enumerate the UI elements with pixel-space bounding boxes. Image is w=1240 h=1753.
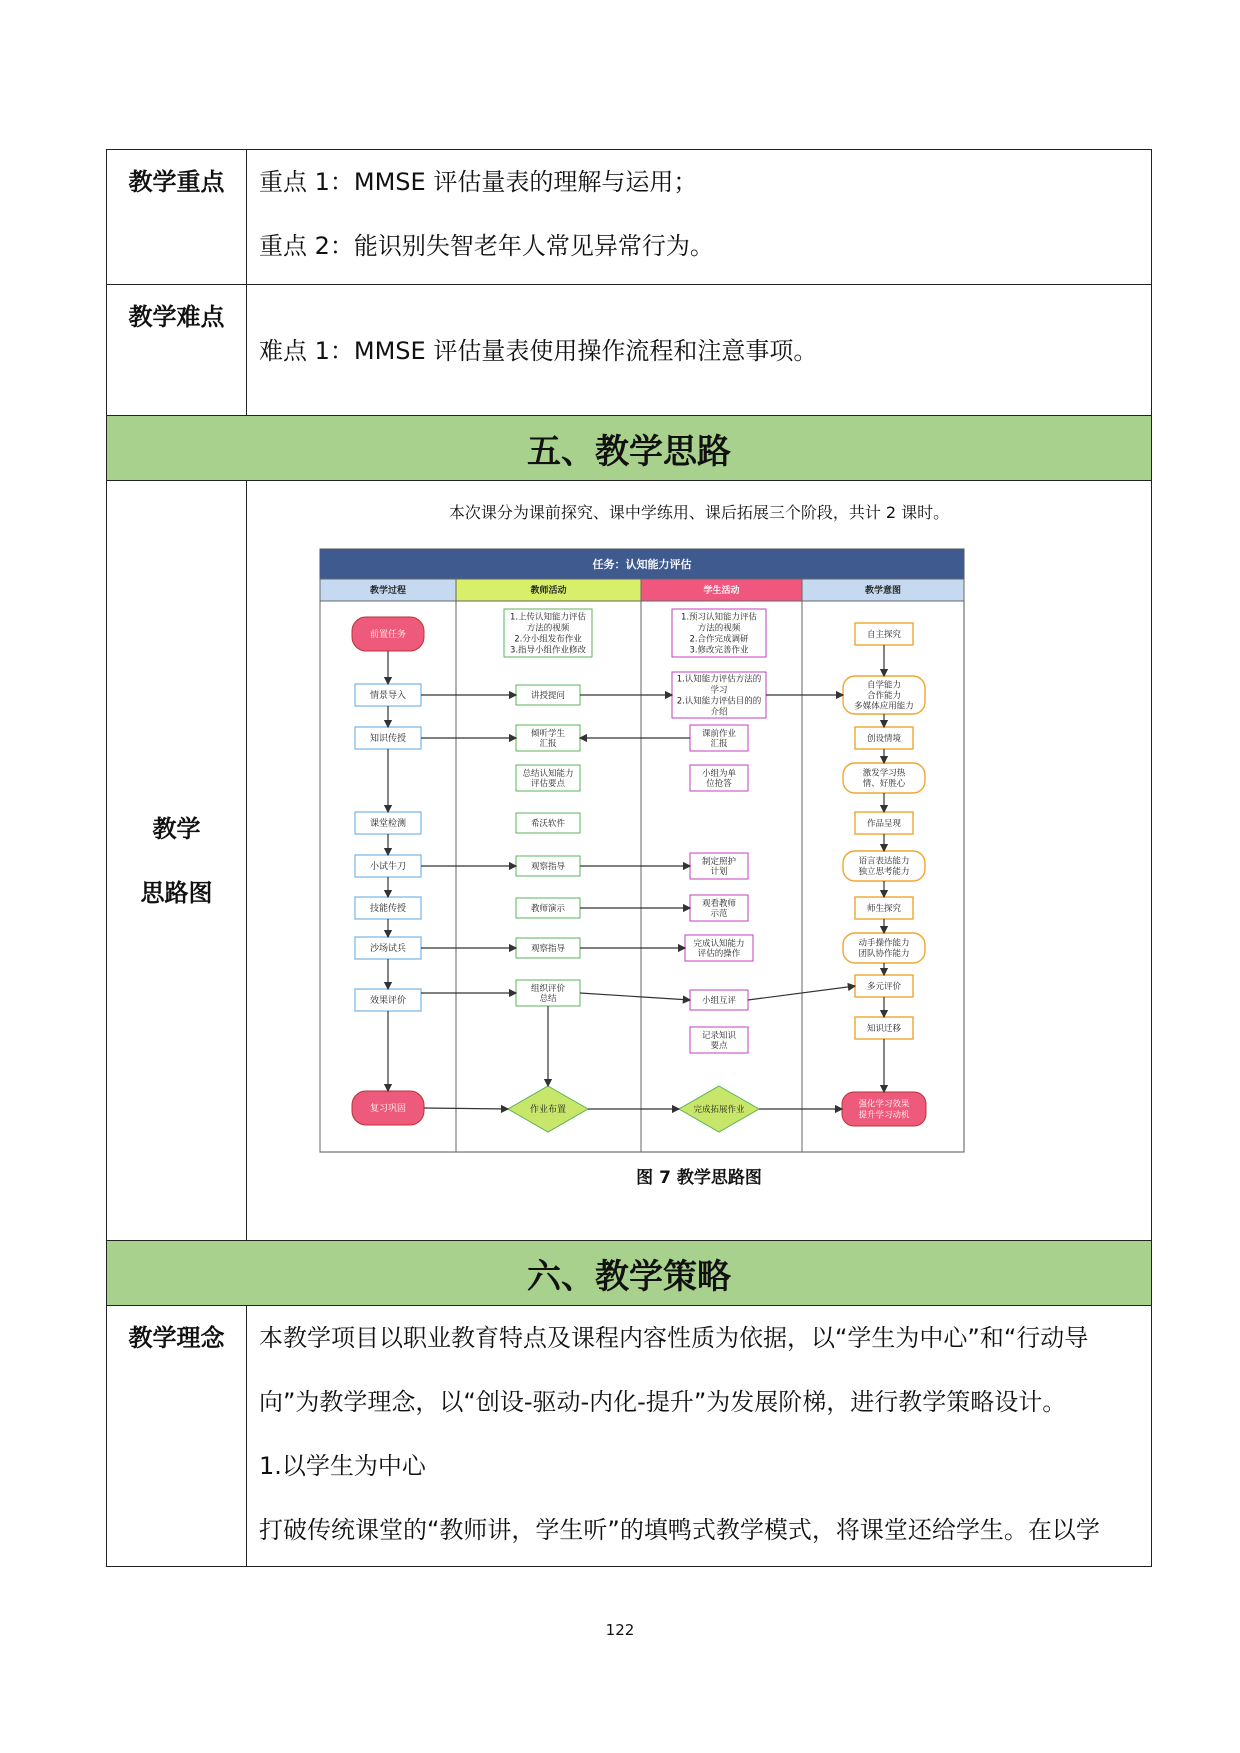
- intent-label-8: 动手操作能力团队协作能力: [858, 938, 910, 960]
- flowchart-title: 任务：认知能力评估: [592, 557, 692, 571]
- teaching-flowchart: [319, 548, 965, 1153]
- student-label-5: 完成认知能力评估的操作: [693, 938, 745, 959]
- intent-label-10: 知识迁移: [866, 1023, 902, 1034]
- teacher-label-1: 讲授提问: [530, 690, 566, 701]
- thinking-content: [247, 481, 1152, 1241]
- philosophy-line-3: 1.以学生为中心: [259, 1452, 426, 1480]
- lane-title-2: 教师活动: [530, 586, 567, 597]
- process-label-7: 沙场试兵: [369, 944, 407, 955]
- philosophy-label: [107, 1306, 247, 1567]
- intent-end-label: 强化学习效果提升学习动机: [858, 1099, 910, 1121]
- philosophy-label-text: 教学理念: [128, 1324, 225, 1352]
- process-label-3: 知识传授: [369, 734, 407, 745]
- key-points-label-text: 教学重点: [128, 168, 225, 196]
- flowchart-container: [319, 548, 965, 1153]
- section-5-title: 五、教学思路: [107, 416, 1152, 481]
- thinking-label-line-1: 教学: [152, 814, 201, 843]
- difficulties-label: [107, 285, 247, 416]
- key-point-2: 重点 2：能识别失智老年人常见异常行为。: [259, 232, 714, 260]
- difficulties-row: [107, 285, 1152, 416]
- philosophy-line-2: 向”为教学理念，以“创设-驱动-内化-提升”为发展阶梯，进行教学策略设计。: [259, 1388, 1067, 1416]
- difficulties-label-text: 教学难点: [128, 303, 225, 331]
- process-label-4: 课堂检测: [369, 819, 407, 830]
- teacher-label-4: 希沃软件: [530, 818, 566, 829]
- key-points-label: [107, 150, 247, 285]
- student-intro-text: 1.认知能力评估方法的学习 2.认知能力评估目的的介绍: [676, 674, 762, 718]
- teacher-label-5: 观察指导: [530, 861, 566, 872]
- thinking-intro: 本次课分为课前探究、课中学练用、课后拓展三个阶段，共计 2 课时。: [448, 503, 950, 522]
- teacher-label-8: 组织评价总结: [530, 983, 566, 1004]
- process-label-1: 前置任务: [369, 630, 407, 641]
- student-end-label: 完成拓展作业: [693, 1104, 745, 1115]
- key-points-content: [247, 150, 1152, 285]
- student-label-6: 小组互评: [701, 995, 737, 1006]
- teacher-pre-text: 1.上传认知能力评估方法的视频 2.分小组发布作业 3.指导小组作业修改: [509, 612, 587, 656]
- process-label-9: 复习巩固: [369, 1104, 407, 1115]
- page-number: 122: [605, 1621, 635, 1639]
- section-6-row: [107, 1241, 1152, 1306]
- difficulties-content: [247, 285, 1152, 416]
- thinking-label: [107, 481, 247, 1241]
- lane-title-1: 教学过程: [369, 586, 407, 597]
- intent-label-4: 激发学习热情、好胜心: [862, 768, 906, 790]
- student-pre-text: 1.预习认知能力评估方法的视频 2.合作完成调研 3.修改完善作业: [680, 612, 758, 656]
- thinking-row: [107, 481, 1152, 1241]
- intent-label-2: 自学能力合作能力多媒体应用能力: [854, 680, 914, 712]
- student-label-2: 小组为单位抢答: [701, 768, 737, 789]
- student-label-1: 课前作业汇报: [701, 728, 737, 749]
- process-label-8: 效果评价: [369, 996, 407, 1007]
- intent-label-3: 创设情境: [866, 733, 902, 744]
- section-5-row: [107, 416, 1152, 481]
- thinking-label-line-2: 思路图: [140, 878, 213, 907]
- process-label-2: 情景导入: [369, 691, 407, 702]
- intent-label-7: 师生探究: [866, 903, 902, 914]
- teacher-label-2: 倾听学生汇报: [530, 728, 566, 749]
- process-label-5: 小试牛刀: [369, 862, 407, 873]
- student-label-7: 记录知识要点: [701, 1030, 737, 1051]
- teacher-label-7: 观察指导: [530, 943, 566, 954]
- lane-title-4: 教学意图: [864, 586, 902, 597]
- figure-caption: 图 7 教学思路图: [636, 1168, 762, 1188]
- intent-label-1: 自主探究: [866, 629, 902, 640]
- teacher-label-3: 总结认知能力评估要点: [522, 768, 574, 789]
- process-label-6: 技能传授: [369, 904, 407, 915]
- philosophy-content: [247, 1306, 1152, 1567]
- student-label-3: 制定照护计划: [701, 856, 737, 877]
- philosophy-row: [107, 1306, 1152, 1567]
- key-points-row: [107, 150, 1152, 285]
- intent-label-6: 语言表达能力独立思考能力: [858, 856, 910, 878]
- intent-label-5: 作品呈现: [866, 818, 902, 829]
- philosophy-line-1: 本教学项目以职业教育特点及课程内容性质为依据，以“学生为中心”和“行动导: [259, 1324, 1089, 1352]
- difficulty-1: 难点 1：MMSE 评估量表使用操作流程和注意事项。: [259, 337, 818, 365]
- student-label-4: 观看教师示范: [701, 898, 737, 919]
- teacher-end-label: 作业布置: [529, 1105, 567, 1116]
- section-6-title: 六、教学策略: [107, 1241, 1152, 1306]
- teacher-label-6: 教师演示: [530, 903, 566, 914]
- intent-label-9: 多元评价: [866, 981, 902, 992]
- philosophy-line-4: 打破传统课堂的“教师讲，学生听”的填鸭式教学模式，将课堂还给学生。在以学: [259, 1516, 1100, 1544]
- key-point-1: 重点 1：MMSE 评估量表的理解与运用；: [259, 168, 698, 196]
- lesson-plan-table: [106, 149, 1152, 1567]
- lane-title-3: 学生活动: [703, 586, 740, 597]
